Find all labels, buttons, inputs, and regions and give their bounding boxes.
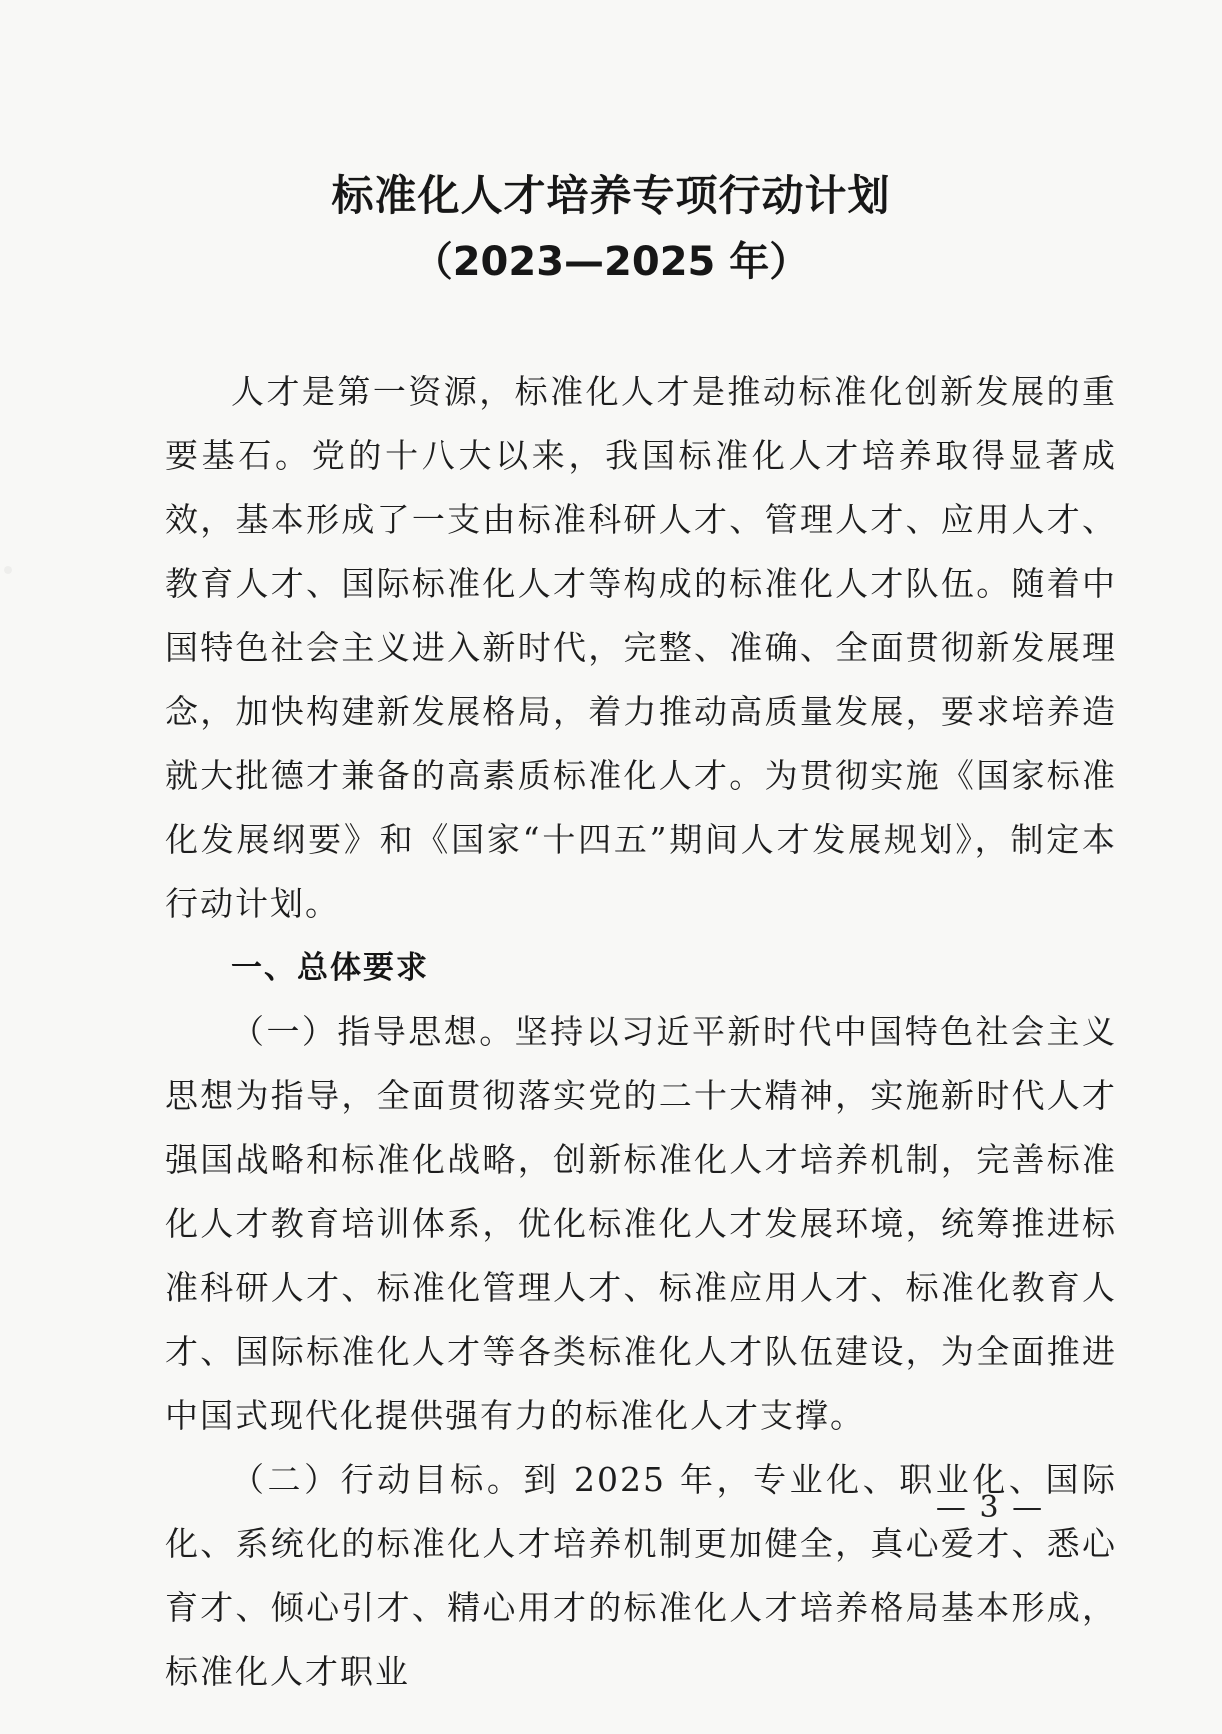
action-goals-paragraph: （二）行动目标。到 2025 年，专业化、职业化、国际化、系统化的标准化人才培养机制更加健全，真心爱才、悉心育才、倾心引才、精心用才的标准化人才培养格局基本形成，标准化人才职业 [165,1460,1117,1691]
page-number: — 3 — [935,1490,1045,1525]
intro-paragraph: 人才是第一资源，标准化人才是推动标准化创新发展的重要基石。党的十八大以来，我国标准化人才培养取得显著成效，基本形成了一支由标准科研人才、管理人才、应用人才、教育人才、国际标准化人才等构成的标准化人才队伍。随着中国特色社会主义进入新时代，完整、准确、全面贯彻新发展理念，加快构建新发展格局，着力推动高质量发展，要求培养造就大批德才兼备的高素质标准化人才。为贯彻实施《国家标准化发展纲要》和《国家“十四五”期间人才发展规划》，制定本行动计划。 [165,372,1117,923]
guiding-ideology-paragraph: （一）指导思想。坚持以习近平新时代中国特色社会主义思想为指导，全面贯彻落实党的二十大精神，实施新时代人才强国战略和标准化战略，创新标准化人才培养机制，完善标准化人才教育培训体系，优化标准化人才发展环境，统筹推进标准科研人才、标准化管理人才、标准应用人才、标准化教育人才、国际标准化人才等各类标准化人才队伍建设，为全面推进中国式现代化提供强有力的标准化人才支撑。 [165,1012,1117,1435]
section-heading: 一、总体要求 [231,950,429,986]
scan-mark [4,566,12,574]
document-subtitle: （2023—2025 年） [412,239,810,285]
document-title: 标准化人才培养专项行动计划 [331,171,891,220]
